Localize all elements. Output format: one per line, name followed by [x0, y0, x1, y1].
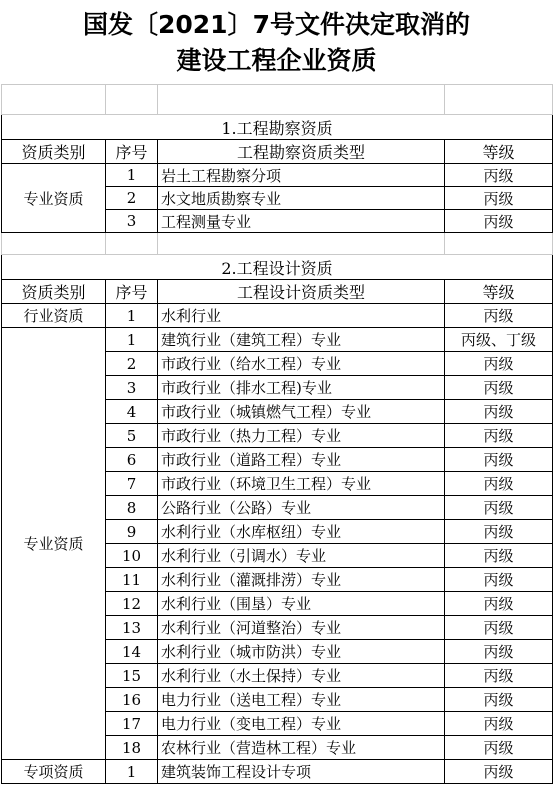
seq-cell: 2: [106, 187, 158, 210]
header-category: 资质类别: [2, 140, 106, 164]
type-cell: 水利行业: [158, 304, 445, 328]
seq-cell: 13: [106, 616, 158, 640]
seq-cell: 7: [106, 472, 158, 496]
table-body: [2, 85, 553, 784]
seq-cell: 11: [106, 568, 158, 592]
section-2-heading: 2.工程设计资质: [2, 255, 553, 280]
type-cell: 市政行业（道路工程）专业: [158, 448, 445, 472]
table-row: [2, 328, 553, 352]
header-grade: 等级: [445, 140, 553, 164]
grade-cell: 丙级: [445, 520, 553, 544]
seq-cell: 17: [106, 712, 158, 736]
type-cell: 市政行业（给水工程）专业: [158, 352, 445, 376]
seq-cell: 15: [106, 664, 158, 688]
seq-cell: 1: [106, 304, 158, 328]
type-cell: 工程测量专业: [158, 210, 445, 233]
category-cell: 专业资质: [2, 164, 106, 233]
type-cell: 市政行业（热力工程）专业: [158, 424, 445, 448]
title-line-2: 建设工程企业资质: [176, 46, 377, 75]
grade-cell: 丙级: [445, 472, 553, 496]
spacer-row: [2, 233, 553, 255]
seq-cell: 12: [106, 592, 158, 616]
type-cell: 水利行业（灌溉排涝）专业: [158, 568, 445, 592]
grade-cell: 丙级: [445, 187, 553, 210]
type-cell: 水利行业（引调水）专业: [158, 544, 445, 568]
grade-cell: 丙级: [445, 496, 553, 520]
grade-cell: 丙级: [445, 352, 553, 376]
category-cell: 行业资质: [2, 304, 106, 328]
spacer-row: [2, 85, 553, 115]
seq-cell: 1: [106, 164, 158, 187]
grade-cell: 丙级: [445, 210, 553, 233]
seq-cell: 1: [106, 328, 158, 352]
grade-cell: 丙级: [445, 304, 553, 328]
grade-cell: 丙级: [445, 592, 553, 616]
grade-cell: 丙级: [445, 164, 553, 187]
header-type: 工程设计资质类型: [158, 280, 445, 304]
table-row: [2, 164, 553, 187]
header-seq: 序号: [106, 140, 158, 164]
grade-cell: 丙级: [445, 712, 553, 736]
header-seq: 序号: [106, 280, 158, 304]
table-row: [2, 760, 553, 784]
header-grade: 等级: [445, 280, 553, 304]
grade-cell: 丙级: [445, 400, 553, 424]
seq-cell: 10: [106, 544, 158, 568]
seq-cell: 3: [106, 376, 158, 400]
document-title: [0, 0, 553, 84]
type-cell: 水利行业（河道整治）专业: [158, 616, 445, 640]
grade-cell: 丙级: [445, 544, 553, 568]
seq-cell: 5: [106, 424, 158, 448]
type-cell: 水文地质勘察专业: [158, 187, 445, 210]
seq-cell: 6: [106, 448, 158, 472]
section-1-heading: 1.工程勘察资质: [2, 115, 553, 140]
grade-cell: 丙级、丁级: [445, 328, 553, 352]
grade-cell: 丙级: [445, 616, 553, 640]
type-cell: 岩土工程勘察分项: [158, 164, 445, 187]
qualification-table: [1, 84, 553, 784]
grade-cell: 丙级: [445, 448, 553, 472]
type-cell: 电力行业（变电工程）专业: [158, 712, 445, 736]
grade-cell: 丙级: [445, 736, 553, 760]
type-cell: 公路行业（公路）专业: [158, 496, 445, 520]
type-cell: 水利行业（水土保持）专业: [158, 664, 445, 688]
type-cell: 电力行业（送电工程）专业: [158, 688, 445, 712]
header-type: 工程勘察资质类型: [158, 140, 445, 164]
seq-cell: 3: [106, 210, 158, 233]
type-cell: 水利行业（城市防洪）专业: [158, 640, 445, 664]
seq-cell: 18: [106, 736, 158, 760]
category-cell: 专项资质: [2, 760, 106, 784]
grade-cell: 丙级: [445, 760, 553, 784]
header-row: [2, 280, 553, 304]
type-cell: 农林行业（营造林工程）专业: [158, 736, 445, 760]
section-heading-row: [2, 255, 553, 280]
title-line-1: 国发〔2021〕7号文件决定取消的: [83, 10, 470, 39]
type-cell: 市政行业（环境卫生工程）专业: [158, 472, 445, 496]
type-cell: 市政行业（排水工程)专业: [158, 376, 445, 400]
seq-cell: 14: [106, 640, 158, 664]
table-row: [2, 304, 553, 328]
type-cell: 水利行业（水库枢纽）专业: [158, 520, 445, 544]
grade-cell: 丙级: [445, 640, 553, 664]
header-row: [2, 140, 553, 164]
grade-cell: 丙级: [445, 688, 553, 712]
type-cell: 市政行业（城镇燃气工程）专业: [158, 400, 445, 424]
grade-cell: 丙级: [445, 424, 553, 448]
type-cell: 水利行业（围垦）专业: [158, 592, 445, 616]
grade-cell: 丙级: [445, 664, 553, 688]
seq-cell: 9: [106, 520, 158, 544]
section-heading-row: [2, 115, 553, 140]
seq-cell: 4: [106, 400, 158, 424]
seq-cell: 2: [106, 352, 158, 376]
type-cell: 建筑装饰工程设计专项: [158, 760, 445, 784]
type-cell: 建筑行业（建筑工程）专业: [158, 328, 445, 352]
grade-cell: 丙级: [445, 568, 553, 592]
seq-cell: 16: [106, 688, 158, 712]
header-category: 资质类别: [2, 280, 106, 304]
grade-cell: 丙级: [445, 376, 553, 400]
category-cell: 专业资质: [2, 328, 106, 760]
seq-cell: 8: [106, 496, 158, 520]
seq-cell: 1: [106, 760, 158, 784]
